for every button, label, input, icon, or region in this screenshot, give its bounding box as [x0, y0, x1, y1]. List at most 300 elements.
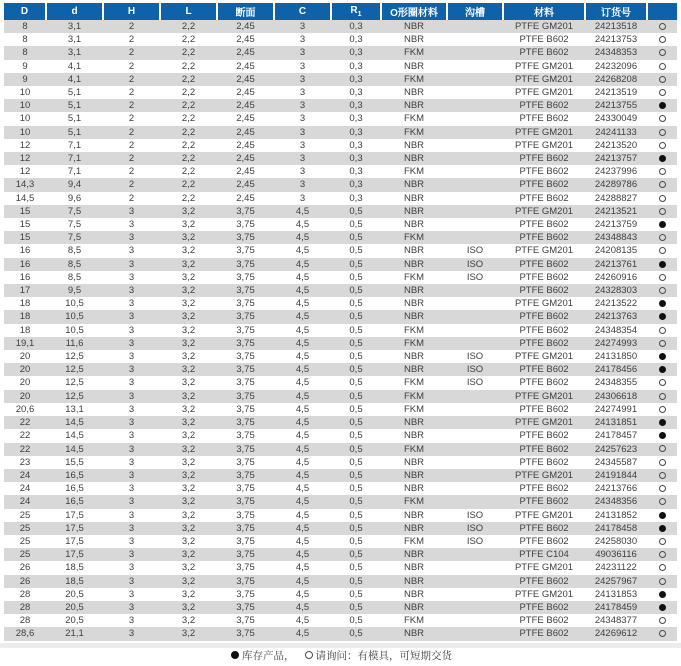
table-row	[4, 601, 677, 614]
cell-section: 2,45	[217, 152, 274, 165]
column-header-section: 断面	[217, 3, 274, 20]
cell-groove	[447, 20, 503, 33]
column-header-C: C	[274, 3, 331, 20]
cell-D: 15	[4, 218, 46, 231]
cell-L: 3,2	[160, 258, 217, 271]
cell-material: PTFE B602	[503, 429, 585, 442]
cell-H: 2	[103, 126, 160, 139]
cell-D: 18	[4, 297, 46, 310]
column-header-stock	[647, 3, 677, 20]
cell-D: 24	[4, 495, 46, 508]
cell-stock	[647, 284, 677, 297]
cell-order: 24213759	[585, 218, 647, 231]
cell-order: 24131850	[585, 350, 647, 363]
cell-groove	[447, 416, 503, 429]
cell-section: 2,45	[217, 86, 274, 99]
cell-material: PTFE B602	[503, 324, 585, 337]
cell-L: 2,2	[160, 126, 217, 139]
table-row	[4, 271, 677, 284]
table-row	[4, 522, 677, 535]
cell-L: 3,2	[160, 363, 217, 376]
cell-stock	[647, 46, 677, 59]
cell-d: 8,5	[46, 271, 103, 284]
cell-R1: 0,3	[331, 139, 381, 152]
cell-stock	[647, 627, 677, 640]
legend	[0, 649, 681, 663]
cell-D: 8	[4, 33, 46, 46]
cell-d: 4,1	[46, 60, 103, 73]
table-bottom-strip	[0, 643, 681, 648]
cell-material: PTFE GM201	[503, 126, 585, 139]
cell-section: 3,75	[217, 231, 274, 244]
cell-oring: NBR	[381, 482, 447, 495]
cell-C: 3	[274, 152, 331, 165]
cell-D: 15	[4, 205, 46, 218]
cell-R1: 0,5	[331, 363, 381, 376]
cell-D: 17	[4, 284, 46, 297]
cell-R1: 0,5	[331, 548, 381, 561]
cell-C: 3	[274, 99, 331, 112]
cell-groove	[447, 60, 503, 73]
cell-d: 21,1	[46, 627, 103, 640]
cell-D: 12	[4, 152, 46, 165]
cell-D: 24	[4, 482, 46, 495]
cell-stock	[647, 112, 677, 125]
cell-R1: 0,3	[331, 178, 381, 191]
cell-H: 3	[103, 390, 160, 403]
cell-C: 4,5	[274, 218, 331, 231]
cell-d: 5,1	[46, 112, 103, 125]
cell-H: 3	[103, 284, 160, 297]
cell-stock	[647, 403, 677, 416]
cell-order: 24178457	[585, 429, 647, 442]
cell-C: 4,5	[274, 205, 331, 218]
table-row	[4, 416, 677, 429]
cell-section: 3,75	[217, 350, 274, 363]
cell-C: 3	[274, 139, 331, 152]
cell-oring: FKM	[381, 46, 447, 59]
cell-C: 4,5	[274, 443, 331, 456]
column-header-d: d	[46, 3, 103, 20]
cell-order: 24213519	[585, 86, 647, 99]
cell-D: 14,5	[4, 192, 46, 205]
cell-groove	[447, 403, 503, 416]
cell-L: 3,2	[160, 548, 217, 561]
cell-stock	[647, 271, 677, 284]
cell-C: 4,5	[274, 627, 331, 640]
cell-R1: 0,5	[331, 495, 381, 508]
cell-H: 2	[103, 192, 160, 205]
cell-material: PTFE GM201	[503, 390, 585, 403]
cell-oring: NBR	[381, 575, 447, 588]
cell-R1: 0,3	[331, 20, 381, 33]
cell-oring: NBR	[381, 99, 447, 112]
cell-C: 4,5	[274, 548, 331, 561]
cell-stock	[647, 509, 677, 522]
cell-R1: 0,5	[331, 390, 381, 403]
cell-stock	[647, 601, 677, 614]
cell-H: 3	[103, 205, 160, 218]
table-row	[4, 73, 677, 86]
column-header-material: 材料	[503, 3, 585, 20]
cell-L: 3,2	[160, 614, 217, 627]
cell-L: 2,2	[160, 46, 217, 59]
cell-material: PTFE B602	[503, 443, 585, 456]
cell-D: 16	[4, 244, 46, 257]
cell-section: 3,75	[217, 376, 274, 389]
cell-oring: NBR	[381, 561, 447, 574]
cell-oring: NBR	[381, 244, 447, 257]
cell-H: 3	[103, 456, 160, 469]
cell-C: 4,5	[274, 522, 331, 535]
cell-L: 2,2	[160, 86, 217, 99]
cell-d: 20,5	[46, 614, 103, 627]
cell-R1: 0,5	[331, 561, 381, 574]
cell-L: 2,2	[160, 178, 217, 191]
cell-H: 3	[103, 218, 160, 231]
cell-material: PTFE GM201	[503, 73, 585, 86]
cell-oring: NBR	[381, 456, 447, 469]
cell-groove	[447, 99, 503, 112]
cell-stock	[647, 205, 677, 218]
cell-d: 7,5	[46, 205, 103, 218]
cell-L: 3,2	[160, 561, 217, 574]
table-row	[4, 310, 677, 323]
column-header-R1: $R_1$	[331, 3, 381, 20]
on-request-icon	[659, 287, 666, 294]
on-request-icon	[659, 406, 666, 413]
cell-D: 14,3	[4, 178, 46, 191]
cell-R1: 0,5	[331, 469, 381, 482]
cell-D: 10	[4, 126, 46, 139]
cell-groove	[447, 205, 503, 218]
cell-C: 4,5	[274, 416, 331, 429]
cell-material: PTFE B602	[503, 310, 585, 323]
table-row	[4, 297, 677, 310]
cell-C: 3	[274, 73, 331, 86]
cell-D: 28	[4, 601, 46, 614]
cell-section: 3,75	[217, 495, 274, 508]
cell-D: 9	[4, 60, 46, 73]
cell-oring: FKM	[381, 443, 447, 456]
cell-L: 3,2	[160, 205, 217, 218]
cell-H: 3	[103, 575, 160, 588]
cell-D: 8	[4, 46, 46, 59]
cell-C: 3	[274, 192, 331, 205]
cell-groove	[447, 73, 503, 86]
in-stock-icon	[659, 512, 666, 519]
on-request-icon	[659, 472, 666, 479]
cell-order: 24237996	[585, 165, 647, 178]
cell-order: 24131852	[585, 509, 647, 522]
cell-H: 3	[103, 522, 160, 535]
cell-C: 3	[274, 126, 331, 139]
table-row	[4, 376, 677, 389]
cell-D: 20	[4, 350, 46, 363]
cell-material: PTFE GM201	[503, 350, 585, 363]
cell-groove	[447, 429, 503, 442]
cell-oring: NBR	[381, 350, 447, 363]
column-header-oring: O形圈材料	[381, 3, 447, 20]
cell-material: PTFE GM201	[503, 139, 585, 152]
cell-H: 3	[103, 509, 160, 522]
cell-D: 18	[4, 310, 46, 323]
cell-order: 24345587	[585, 456, 647, 469]
table-row	[4, 139, 677, 152]
cell-D: 12	[4, 139, 46, 152]
cell-R1: 0,5	[331, 416, 381, 429]
cell-order: 24274993	[585, 337, 647, 350]
cell-stock	[647, 575, 677, 588]
cell-groove	[447, 548, 503, 561]
cell-stock	[647, 390, 677, 403]
cell-L: 3,2	[160, 244, 217, 257]
cell-C: 4,5	[274, 231, 331, 244]
cell-material: PTFE B602	[503, 495, 585, 508]
cell-R1: 0,3	[331, 60, 381, 73]
cell-R1: 0,3	[331, 73, 381, 86]
table-row	[4, 495, 677, 508]
cell-D: 20	[4, 390, 46, 403]
cell-groove: ISO	[447, 258, 503, 271]
cell-H: 3	[103, 231, 160, 244]
cell-material: PTFE GM201	[503, 297, 585, 310]
cell-H: 2	[103, 112, 160, 125]
table-row	[4, 575, 677, 588]
cell-R1: 0,5	[331, 205, 381, 218]
table-row	[4, 205, 677, 218]
header-row	[4, 3, 677, 20]
cell-H: 3	[103, 271, 160, 284]
on-request-icon	[659, 115, 666, 122]
cell-stock	[647, 244, 677, 257]
cell-section: 2,45	[217, 165, 274, 178]
cell-D: 10	[4, 86, 46, 99]
cell-oring: NBR	[381, 20, 447, 33]
cell-stock	[647, 165, 677, 178]
cell-oring: FKM	[381, 614, 447, 627]
cell-L: 3,2	[160, 284, 217, 297]
cell-groove	[447, 192, 503, 205]
cell-stock	[647, 456, 677, 469]
cell-d: 18,5	[46, 575, 103, 588]
cell-d: 3,1	[46, 46, 103, 59]
cell-C: 4,5	[274, 588, 331, 601]
column-header-H: H	[103, 3, 160, 20]
in-stock-icon	[659, 419, 666, 426]
table-row	[4, 218, 677, 231]
cell-oring: FKM	[381, 112, 447, 125]
cell-D: 25	[4, 535, 46, 548]
cell-R1: 0,5	[331, 310, 381, 323]
cell-L: 3,2	[160, 218, 217, 231]
table-row	[4, 20, 677, 33]
cell-D: 20	[4, 376, 46, 389]
cell-order: 24178459	[585, 601, 647, 614]
cell-order: 24208135	[585, 244, 647, 257]
cell-H: 2	[103, 73, 160, 86]
cell-material: PTFE B602	[503, 627, 585, 640]
cell-section: 2,45	[217, 73, 274, 86]
cell-C: 3	[274, 33, 331, 46]
cell-section: 3,75	[217, 416, 274, 429]
cell-C: 4,5	[274, 456, 331, 469]
cell-material: PTFE B602	[503, 231, 585, 244]
cell-d: 12,5	[46, 363, 103, 376]
cell-groove	[447, 324, 503, 337]
cell-material: PTFE B602	[503, 271, 585, 284]
cell-order: 24257967	[585, 575, 647, 588]
cell-stock	[647, 337, 677, 350]
cell-groove	[447, 139, 503, 152]
cell-stock	[647, 588, 677, 601]
cell-H: 2	[103, 165, 160, 178]
cell-oring: NBR	[381, 218, 447, 231]
cell-material: PTFE B602	[503, 535, 585, 548]
cell-d: 14,5	[46, 443, 103, 456]
cell-section: 3,75	[217, 522, 274, 535]
table-header	[4, 3, 677, 20]
cell-order: 24328303	[585, 284, 647, 297]
cell-material: PTFE GM201	[503, 416, 585, 429]
on-request-icon	[659, 551, 666, 558]
cell-groove	[447, 627, 503, 640]
in-stock-icon	[659, 300, 666, 307]
cell-order: 24348377	[585, 614, 647, 627]
cell-stock	[647, 152, 677, 165]
cell-d: 5,1	[46, 99, 103, 112]
table-row	[4, 456, 677, 469]
cell-C: 4,5	[274, 601, 331, 614]
cell-D: 9	[4, 73, 46, 86]
cell-d: 10,5	[46, 297, 103, 310]
on-request-icon	[659, 340, 666, 347]
cell-oring: FKM	[381, 337, 447, 350]
cell-C: 3	[274, 178, 331, 191]
cell-material: PTFE B602	[503, 218, 585, 231]
cell-R1: 0,5	[331, 627, 381, 640]
cell-section: 3,75	[217, 469, 274, 482]
cell-oring: NBR	[381, 178, 447, 191]
cell-d: 7,1	[46, 165, 103, 178]
cell-order: 24178456	[585, 363, 647, 376]
cell-D: 25	[4, 509, 46, 522]
product-spec-table	[4, 3, 677, 641]
cell-R1: 0,3	[331, 33, 381, 46]
cell-section: 2,45	[217, 178, 274, 191]
cell-material: PTFE C104	[503, 548, 585, 561]
cell-d: 16,5	[46, 495, 103, 508]
cell-D: 28	[4, 614, 46, 627]
cell-L: 3,2	[160, 522, 217, 535]
cell-material: PTFE B602	[503, 522, 585, 535]
cell-oring: FKM	[381, 271, 447, 284]
cell-L: 2,2	[160, 192, 217, 205]
cell-H: 3	[103, 429, 160, 442]
cell-C: 4,5	[274, 284, 331, 297]
cell-section: 3,75	[217, 456, 274, 469]
cell-L: 3,2	[160, 601, 217, 614]
cell-oring: NBR	[381, 627, 447, 640]
cell-stock	[647, 429, 677, 442]
cell-D: 25	[4, 522, 46, 535]
on-request-icon	[659, 49, 666, 56]
cell-oring: NBR	[381, 297, 447, 310]
cell-groove	[447, 126, 503, 139]
cell-groove	[447, 469, 503, 482]
cell-C: 4,5	[274, 509, 331, 522]
cell-order: 24213522	[585, 297, 647, 310]
cell-material: PTFE B602	[503, 601, 585, 614]
cell-L: 2,2	[160, 99, 217, 112]
cell-R1: 0,5	[331, 284, 381, 297]
cell-groove	[447, 218, 503, 231]
cell-order: 24258030	[585, 535, 647, 548]
cell-stock	[647, 126, 677, 139]
cell-d: 7,5	[46, 218, 103, 231]
cell-groove: ISO	[447, 244, 503, 257]
cell-section: 3,75	[217, 258, 274, 271]
cell-stock	[647, 231, 677, 244]
cell-groove	[447, 456, 503, 469]
in-stock-icon	[659, 604, 666, 611]
cell-R1: 0,5	[331, 403, 381, 416]
cell-stock	[647, 73, 677, 86]
cell-groove: ISO	[447, 376, 503, 389]
on-request-icon	[659, 195, 666, 202]
on-request-icon	[659, 578, 666, 585]
cell-section: 3,75	[217, 429, 274, 442]
cell-material: PTFE GM201	[503, 588, 585, 601]
cell-section: 2,45	[217, 60, 274, 73]
cell-stock	[647, 443, 677, 456]
cell-H: 3	[103, 297, 160, 310]
cell-d: 10,5	[46, 310, 103, 323]
cell-groove	[447, 601, 503, 614]
cell-stock	[647, 561, 677, 574]
cell-L: 3,2	[160, 429, 217, 442]
cell-d: 16,5	[46, 469, 103, 482]
cell-L: 3,2	[160, 271, 217, 284]
cell-R1: 0,5	[331, 535, 381, 548]
cell-H: 3	[103, 403, 160, 416]
cell-stock	[647, 258, 677, 271]
cell-groove	[447, 575, 503, 588]
cell-R1: 0,3	[331, 152, 381, 165]
table-row	[4, 46, 677, 59]
cell-order: 24131851	[585, 416, 647, 429]
cell-L: 2,2	[160, 20, 217, 33]
cell-R1: 0,3	[331, 86, 381, 99]
cell-oring: NBR	[381, 86, 447, 99]
cell-d: 15,5	[46, 456, 103, 469]
cell-oring: NBR	[381, 310, 447, 323]
cell-D: 8	[4, 20, 46, 33]
cell-L: 3,2	[160, 403, 217, 416]
cell-L: 3,2	[160, 324, 217, 337]
cell-d: 8,5	[46, 258, 103, 271]
table-row	[4, 112, 677, 125]
cell-C: 4,5	[274, 561, 331, 574]
cell-material: PTFE B602	[503, 258, 585, 271]
cell-oring: FKM	[381, 165, 447, 178]
cell-section: 3,75	[217, 218, 274, 231]
cell-order: 24268208	[585, 73, 647, 86]
cell-material: PTFE B602	[503, 284, 585, 297]
cell-R1: 0,5	[331, 350, 381, 363]
cell-H: 3	[103, 548, 160, 561]
cell-material: PTFE B602	[503, 403, 585, 416]
